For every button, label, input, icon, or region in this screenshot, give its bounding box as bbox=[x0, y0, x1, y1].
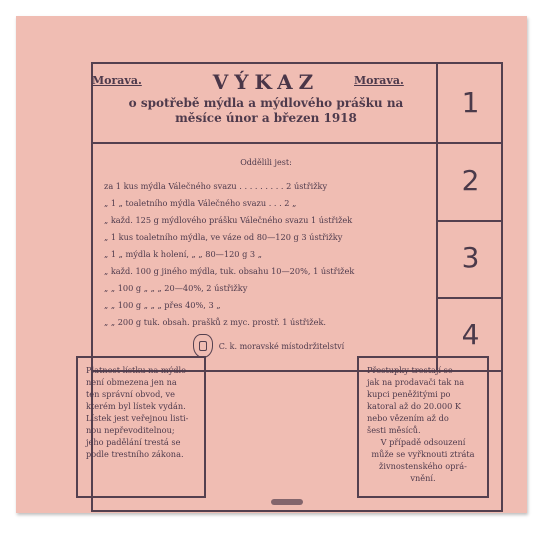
allocation-row: „ „ 200 g tuk. obsah. prašků z myc. prostř. 1 ústřižek. bbox=[104, 317, 327, 327]
allocation-row: za 1 kus mýdla Válečného svazu . . . . . . . . . 2 ústřižky bbox=[104, 181, 328, 191]
printer-mark bbox=[271, 499, 303, 505]
coupon-number-1: 1 bbox=[461, 86, 480, 119]
coupon-number-3: 3 bbox=[461, 241, 480, 274]
allocation-row: „ 1 kus toaletního mýdla, ve váze od 80—120 g 3 ústřižky bbox=[104, 232, 343, 242]
notice-line: nebo vězením až do bbox=[367, 413, 449, 423]
notice-line: katoral až do 20.000 K bbox=[367, 401, 462, 411]
coat-of-arms-icon bbox=[193, 334, 213, 358]
authority-text: C. k. moravské místodržitelství bbox=[218, 341, 345, 351]
coupon-number-2: 2 bbox=[461, 164, 480, 197]
notice-line: ten správní obvod, ve bbox=[86, 389, 176, 399]
notice-line: Přestupky trestají se bbox=[367, 365, 453, 375]
allocation-row: „ „ 100 g „ „ „ přes 40%, 3 „ bbox=[104, 300, 221, 310]
allocation-list bbox=[104, 178, 426, 331]
coupon-number-4: 4 bbox=[461, 318, 480, 351]
coupon-rule-2 bbox=[436, 220, 503, 222]
right-header: Morava. bbox=[354, 74, 404, 87]
allocation-row: „ 1 „ toaletního mýdla Válečného svazu . . . 2 „ bbox=[104, 198, 297, 208]
validity-notice bbox=[76, 356, 206, 498]
ration-card bbox=[16, 16, 527, 513]
coupon-rule-3 bbox=[436, 297, 503, 299]
section-heading: Oddělili jest: bbox=[240, 158, 292, 167]
allocation-row: „ každ. 125 g mýdlového prášku Válečného svazu 1 ústřižek bbox=[104, 215, 353, 225]
notice-line: živnostenského oprá- bbox=[379, 461, 467, 471]
notice-line: Platnost lístku na mýdlo bbox=[86, 365, 187, 375]
notice-line: není obmezena jen na bbox=[86, 377, 177, 387]
notice-line: kupci peněžitými po bbox=[367, 389, 451, 399]
coupon-rule-1 bbox=[436, 142, 503, 144]
penalty-notice bbox=[357, 356, 489, 498]
document-subtitle bbox=[116, 96, 416, 126]
notice-line: šesti měsíců. bbox=[367, 425, 421, 435]
notice-line: nou nepřevoditelnou; bbox=[86, 425, 175, 435]
allocation-row: „ 1 „ mýdla k holení, „ „ 80—120 g 3 „ bbox=[104, 249, 262, 259]
notice-line: vnění. bbox=[410, 473, 436, 483]
notice-line: může se vyřknouti ztráta bbox=[371, 449, 475, 459]
subtitle-line-2: měsíce únor a březen 1918 bbox=[175, 111, 357, 125]
allocation-row: „ „ 100 g „ „ „ 20—40%, 2 ústřižky bbox=[104, 283, 248, 293]
allocation-row: „ každ. 100 g jiného mýdla, tuk. obsahu 10—20%, 1 ústřižek bbox=[104, 266, 355, 276]
notice-line: jeho padělání trestá se bbox=[86, 437, 181, 447]
subtitle-line-1: o spotřebě mýdla a mýdlového prášku na bbox=[128, 96, 404, 110]
notice-line: kterém byl lístek vydán. bbox=[86, 401, 186, 411]
notice-line: V případě odsouzení bbox=[380, 437, 466, 447]
notice-line: Lístek jest veřejnou listi- bbox=[86, 413, 189, 423]
authority-line bbox=[181, 334, 356, 358]
left-header: Morava. bbox=[92, 74, 142, 87]
document-title: VÝKAZ bbox=[212, 70, 320, 94]
notice-line: podle trestního zákona. bbox=[86, 449, 184, 459]
notice-line: jak na prodavači tak na bbox=[367, 377, 465, 387]
